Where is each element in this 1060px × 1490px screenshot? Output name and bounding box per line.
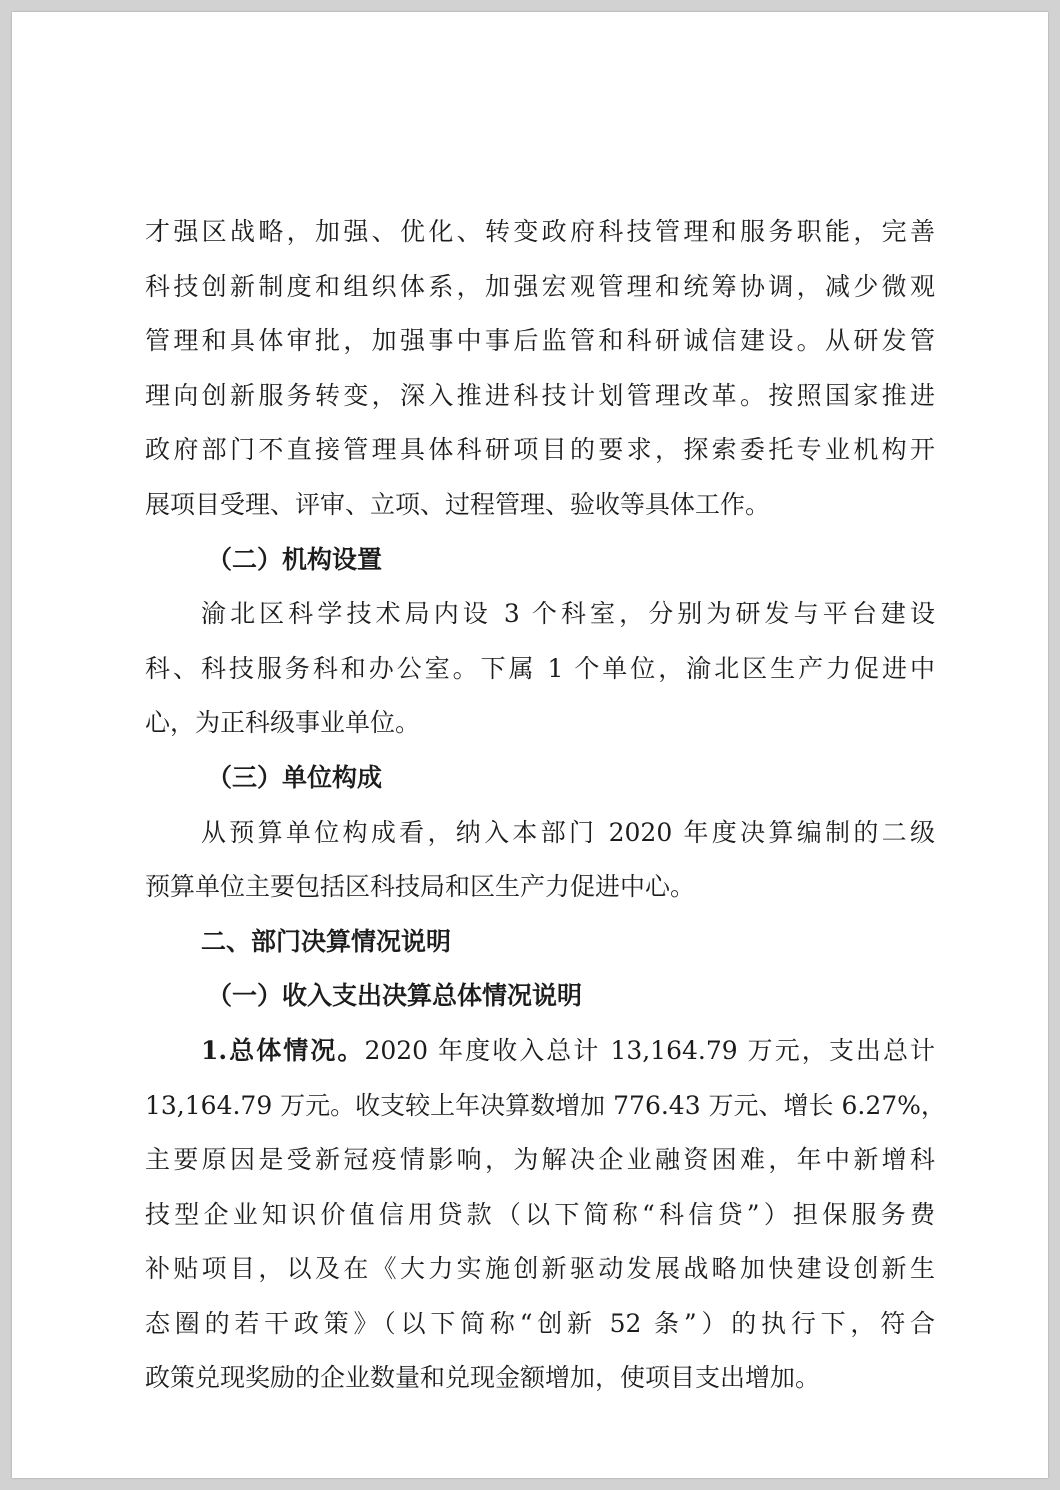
- text-line: 技型企业知识价值信用贷款（以下简称“科信贷”）担保服务费: [145, 1199, 935, 1229]
- text-line: 态圈的若干政策》（以下简称“创新 52 条”）的执行下，符合: [145, 1308, 935, 1338]
- section-heading-composition: （三）单位构成: [207, 762, 383, 792]
- text-line: 政策兑现奖励的企业数量和兑现金额增加，使项目支出增加。: [145, 1363, 821, 1393]
- text-line: 科技创新制度和组织体系，加强宏观管理和统筹协调，减少微观: [145, 271, 935, 301]
- section-heading-final-accounts: 二、部门决算情况说明: [201, 926, 452, 956]
- paragraph-composition: [145, 806, 935, 915]
- text-line: 管理和具体审批，加强事中事后监管和科研诚信建设。从研发管: [145, 326, 935, 356]
- text-line: 主要原因是受新冠疫情影响，为解决企业融资困难，年中新增科: [145, 1145, 935, 1175]
- section-heading-institution: （二）机构设置: [207, 544, 383, 574]
- text-line: 政府部门不直接管理具体科研项目的要求，探索委托专业机构开: [145, 435, 935, 465]
- text-line: 心，为正科级事业单位。: [145, 708, 421, 738]
- paragraph-responsibilities: [145, 205, 935, 533]
- document-page: [12, 12, 1048, 1478]
- lead-bold-text: 1.总体情况。: [201, 1035, 365, 1065]
- paragraph-overview: [145, 1024, 946, 1406]
- subsection-heading-overview: （一）收入支出决算总体情况说明: [207, 981, 583, 1011]
- text-line: 补贴项目，以及在《大力实施创新驱动发展战略加快建设创新生: [145, 1254, 935, 1284]
- text-line: 渝北区科学技术局内设 3 个科室，分别为研发与平台建设: [201, 599, 935, 629]
- text-line: 13,164.79 万元。收支较上年决算数增加 776.43 万元、增长 6.27%，: [145, 1090, 946, 1120]
- text-line: 科、科技服务科和办公室。下属 1 个单位，渝北区生产力促进中: [145, 653, 935, 683]
- paragraph-institution: [145, 587, 935, 751]
- text-line: 从预算单位构成看，纳入本部门 2020 年度决算编制的二级: [201, 817, 935, 847]
- lead-rest-text: 2020 年度收入总计 13,164.79 万元，支出总计: [364, 1035, 935, 1065]
- text-line: 展项目受理、评审、立项、过程管理、验收等具体工作。: [145, 489, 771, 519]
- text-line: 预算单位主要包括区科技局和区生产力促进中心。: [145, 872, 696, 902]
- text-line: 才强区战略，加强、优化、转变政府科技管理和服务职能，完善: [145, 217, 935, 246]
- document-body: [145, 205, 946, 1406]
- text-line: 理向创新服务转变，深入推进科技计划管理改革。按照国家推进: [145, 380, 935, 410]
- text-line-lead: [145, 1024, 935, 1079]
